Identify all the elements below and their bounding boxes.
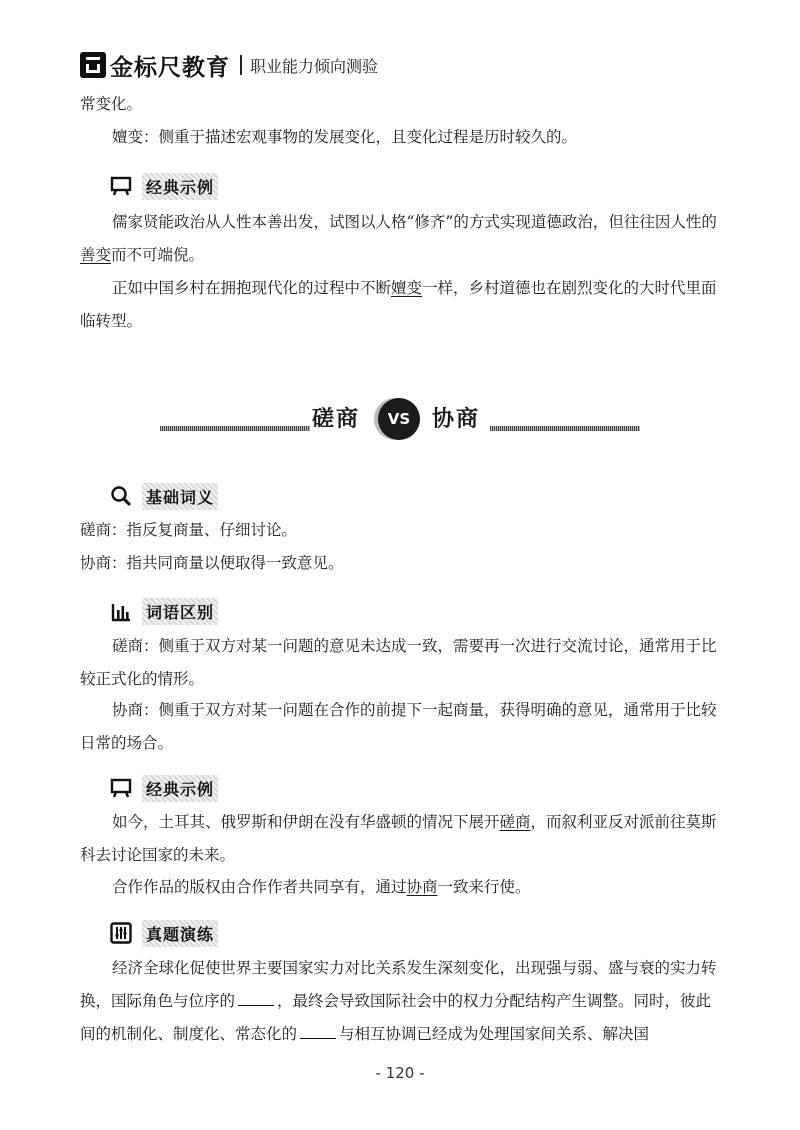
- question-text: 与相互协调已经成为处理国家间关系、解决国: [339, 1025, 650, 1043]
- example-text: 一致来行使。: [437, 878, 531, 896]
- bar-chart-icon: [110, 600, 132, 622]
- example-text: 如今，土耳其、俄罗斯和伊朗在没有华盛顿的情况下展开: [112, 813, 500, 831]
- underlined-word: 磋商: [499, 813, 531, 831]
- basic-meaning-xieshang: 协商：指共同商量以便取得一致意见。: [80, 554, 344, 572]
- page-header: [80, 48, 378, 82]
- example-text: 一样，乡村道德也在剧烈变化的大时代里面临转型。: [80, 279, 717, 330]
- example-text: 儒家贤能政治从人性本善出发，试图以人格“修齐”的方式实现道德政治，但往往因人性的: [112, 213, 717, 231]
- section-label: 真题演练: [142, 920, 218, 947]
- section-heading-difference: [110, 597, 218, 625]
- difference-xieshang: 协商：侧重于双方对某一问题在合作的前提下一起商量，获得明确的意见，通常用于比较日常的场合。: [80, 701, 717, 752]
- section-heading-examples-2: [110, 774, 218, 802]
- title-rule-right: [490, 426, 640, 431]
- question-text: ，最终会导致国际社会中的权力分配结构产生调整。同时，彼此间的机制化、制度化、常态化的: [80, 992, 712, 1043]
- vs-badge: VS: [378, 398, 420, 440]
- title-word-2: 协商: [432, 406, 481, 432]
- underlined-word: 嬗变: [391, 279, 423, 297]
- question-text: 经济全球化促使世界主要国家实力对比关系发生深刻变化，出现强与弱、盛与衰的实力转换，国际角色与位序的: [80, 959, 717, 1010]
- section-label: 词语区别: [142, 598, 218, 625]
- section-heading-practice: [110, 919, 218, 947]
- fill-blank-1: [238, 991, 274, 1006]
- section-label: 基础词义: [142, 483, 218, 510]
- comparison-title: [160, 392, 640, 448]
- fill-blank-2: [300, 1024, 336, 1039]
- difference-cuoshang: 磋商：侧重于双方对某一问题的意见未达成一致，需要再一次进行交流讨论，通常用于比较正式化的情形。: [80, 637, 717, 688]
- example-paragraph: [80, 272, 720, 338]
- basic-meaning-cuoshang: 磋商：指反复商量、仔细讨论。: [80, 521, 298, 539]
- example-text: 合作作品的版权由合作作者共同享有，通过: [112, 878, 407, 896]
- page-number: - 120 -: [375, 1064, 425, 1082]
- monitor-icon: [110, 175, 132, 197]
- section-label: 经典示例: [142, 173, 218, 200]
- example-paragraph: [80, 806, 720, 872]
- practice-question: [80, 952, 720, 1051]
- underlined-word: 协商: [406, 878, 438, 896]
- title-rule-left: [160, 426, 310, 431]
- underlined-word: 善变: [80, 246, 112, 264]
- continuation-text: 常变化。: [80, 95, 143, 113]
- title-word-1: 磋商: [312, 406, 361, 432]
- example-paragraph: [80, 206, 720, 272]
- section-heading-basic: [110, 482, 218, 510]
- header-subtitle: 职业能力倾向测验: [250, 56, 379, 76]
- header-divider: [240, 55, 242, 75]
- equalizer-icon: [110, 922, 132, 944]
- monitor-icon: [110, 777, 132, 799]
- section-label: 经典示例: [142, 775, 218, 802]
- example-text: 而不可端倪。: [111, 246, 205, 264]
- magnifier-icon: [110, 485, 132, 507]
- example-text: 正如中国乡村在拥抱现代化的过程中不断: [112, 279, 392, 297]
- brand-logo-icon: [80, 52, 106, 78]
- example-paragraph: [80, 871, 720, 904]
- example-text: ，而叙利亚反对派前往莫斯科去讨论国家的未来。: [80, 813, 717, 864]
- brand-name: 金标尺教育: [110, 54, 230, 81]
- section-heading-examples-1: [110, 172, 218, 200]
- definition-shanbian: 嬗变：侧重于描述宏观事物的发展变化，且变化过程是历时较久的。: [112, 128, 578, 146]
